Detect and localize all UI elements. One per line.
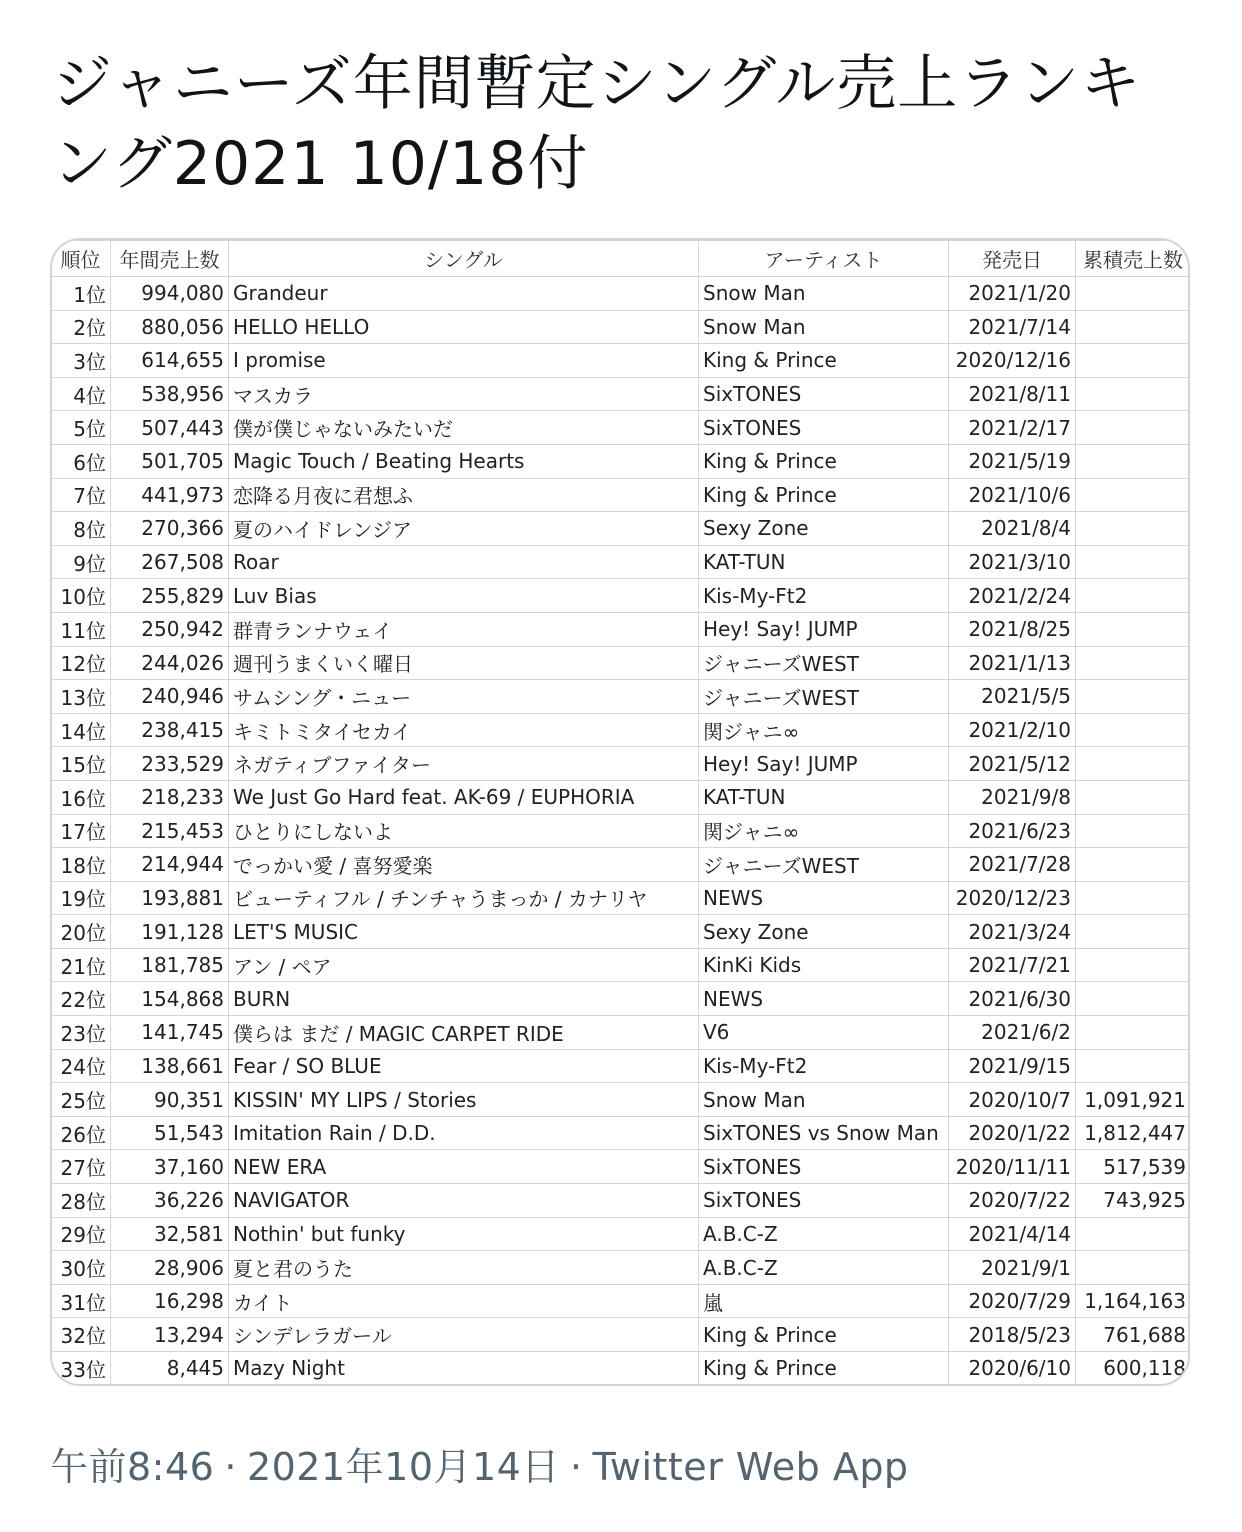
single-title-cell: 僕が僕じゃないみたいだ (229, 411, 699, 445)
meta-separator: · (224, 1445, 237, 1489)
artist-cell: SixTONES (699, 1184, 949, 1218)
rank-cell: 32位 (51, 1318, 111, 1352)
cumulative-sales-cell (1076, 646, 1191, 680)
single-title-cell: LET'S MUSIC (229, 915, 699, 949)
artist-cell: SixTONES (699, 411, 949, 445)
annual-sales-cell: 250,942 (111, 612, 229, 646)
cumulative-sales-cell (1076, 881, 1191, 915)
cumulative-sales-cell (1076, 915, 1191, 949)
cumulative-sales-cell (1076, 1251, 1191, 1285)
single-title-cell: 夏のハイドレンジア (229, 512, 699, 546)
tweet-time[interactable]: 午前8:46 (50, 1445, 215, 1489)
annual-sales-cell: 214,944 (111, 848, 229, 882)
table-row (51, 344, 1191, 378)
rank-cell: 27位 (51, 1150, 111, 1184)
table-row (51, 612, 1191, 646)
table-row (51, 444, 1191, 478)
annual-sales-cell: 51,543 (111, 1116, 229, 1150)
artist-cell: A.B.C-Z (699, 1251, 949, 1285)
cumulative-sales-cell (1076, 310, 1191, 344)
cumulative-sales-cell (1076, 1049, 1191, 1083)
cumulative-sales-cell (1076, 545, 1191, 579)
annual-sales-cell: 28,906 (111, 1251, 229, 1285)
release-date-cell: 2021/3/24 (949, 915, 1076, 949)
single-title-cell: I promise (229, 344, 699, 378)
table-row (51, 1049, 1191, 1083)
table-row (51, 411, 1191, 445)
tweet-meta (50, 1436, 909, 1491)
artist-cell: Hey! Say! JUMP (699, 747, 949, 781)
table-row (51, 579, 1191, 613)
cumulative-sales-cell: 1,812,447 (1076, 1116, 1191, 1150)
annual-sales-cell: 154,868 (111, 982, 229, 1016)
header-rank: 順位 (51, 241, 111, 277)
table-row (51, 747, 1191, 781)
table-row (51, 277, 1191, 311)
rank-cell: 20位 (51, 915, 111, 949)
release-date-cell: 2020/12/23 (949, 881, 1076, 915)
rank-cell: 23位 (51, 1016, 111, 1050)
single-title-cell: サムシング・ニュー (229, 680, 699, 714)
release-date-cell: 2021/8/25 (949, 612, 1076, 646)
rank-cell: 14位 (51, 713, 111, 747)
cumulative-sales-cell (1076, 411, 1191, 445)
single-title-cell: Magic Touch / Beating Hearts (229, 444, 699, 478)
table-row (51, 646, 1191, 680)
annual-sales-cell: 501,705 (111, 444, 229, 478)
table-row (51, 814, 1191, 848)
annual-sales-cell: 267,508 (111, 545, 229, 579)
single-title-cell: Grandeur (229, 277, 699, 311)
header-release-date: 発売日 (949, 241, 1076, 277)
annual-sales-cell: 141,745 (111, 1016, 229, 1050)
annual-sales-cell: 238,415 (111, 713, 229, 747)
rank-cell: 11位 (51, 612, 111, 646)
rank-cell: 10位 (51, 579, 111, 613)
cumulative-sales-cell: 600,118 (1076, 1352, 1191, 1386)
artist-cell: King & Prince (699, 478, 949, 512)
cumulative-sales-cell (1076, 1217, 1191, 1251)
tweet-date[interactable]: 2021年10月14日 (246, 1445, 560, 1489)
release-date-cell: 2020/10/7 (949, 1083, 1076, 1117)
single-title-cell: でっかい愛 / 喜努愛楽 (229, 848, 699, 882)
rank-cell: 19位 (51, 881, 111, 915)
release-date-cell: 2020/7/29 (949, 1284, 1076, 1318)
single-title-cell: Fear / SO BLUE (229, 1049, 699, 1083)
header-artist: アーティスト (699, 241, 949, 277)
rank-cell: 1位 (51, 277, 111, 311)
release-date-cell: 2021/7/28 (949, 848, 1076, 882)
release-date-cell: 2021/1/20 (949, 277, 1076, 311)
artist-cell: SixTONES vs Snow Man (699, 1116, 949, 1150)
artist-cell: Kis-My-Ft2 (699, 1049, 949, 1083)
artist-cell: King & Prince (699, 1352, 949, 1386)
annual-sales-cell: 193,881 (111, 881, 229, 915)
artist-cell: ジャニーズWEST (699, 848, 949, 882)
table-row (51, 1184, 1191, 1218)
artist-cell: ジャニーズWEST (699, 646, 949, 680)
rank-cell: 28位 (51, 1184, 111, 1218)
annual-sales-cell: 270,366 (111, 512, 229, 546)
annual-sales-cell: 507,443 (111, 411, 229, 445)
release-date-cell: 2021/8/4 (949, 512, 1076, 546)
single-title-cell: ネガティブファイター (229, 747, 699, 781)
rank-cell: 33位 (51, 1352, 111, 1386)
cumulative-sales-cell (1076, 948, 1191, 982)
single-title-cell: KISSIN' MY LIPS / Stories (229, 1083, 699, 1117)
release-date-cell: 2021/2/17 (949, 411, 1076, 445)
ranking-table (50, 240, 1190, 1386)
rank-cell: 16位 (51, 780, 111, 814)
tweet-image[interactable] (50, 238, 1190, 1386)
table-row (51, 948, 1191, 982)
artist-cell: King & Prince (699, 444, 949, 478)
annual-sales-cell: 994,080 (111, 277, 229, 311)
artist-cell: 関ジャニ∞ (699, 713, 949, 747)
ranking-body (51, 277, 1191, 1386)
release-date-cell: 2021/2/10 (949, 713, 1076, 747)
release-date-cell: 2021/5/12 (949, 747, 1076, 781)
artist-cell: A.B.C-Z (699, 1217, 949, 1251)
single-title-cell: 夏と君のうた (229, 1251, 699, 1285)
annual-sales-cell: 36,226 (111, 1184, 229, 1218)
table-row (51, 1116, 1191, 1150)
cumulative-sales-cell: 1,091,921 (1076, 1083, 1191, 1117)
rank-cell: 6位 (51, 444, 111, 478)
artist-cell: Sexy Zone (699, 915, 949, 949)
rank-cell: 17位 (51, 814, 111, 848)
cumulative-sales-cell (1076, 814, 1191, 848)
release-date-cell: 2020/6/10 (949, 1352, 1076, 1386)
single-title-cell: Nothin' but funky (229, 1217, 699, 1251)
artist-cell: ジャニーズWEST (699, 680, 949, 714)
cumulative-sales-cell (1076, 982, 1191, 1016)
annual-sales-cell: 32,581 (111, 1217, 229, 1251)
release-date-cell: 2021/4/14 (949, 1217, 1076, 1251)
release-date-cell: 2021/9/15 (949, 1049, 1076, 1083)
release-date-cell: 2021/7/14 (949, 310, 1076, 344)
rank-cell: 21位 (51, 948, 111, 982)
rank-cell: 2位 (51, 310, 111, 344)
rank-cell: 15位 (51, 747, 111, 781)
single-title-cell: 恋降る月夜に君想ふ (229, 478, 699, 512)
release-date-cell: 2020/1/22 (949, 1116, 1076, 1150)
rank-cell: 18位 (51, 848, 111, 882)
single-title-cell: シンデレラガール (229, 1318, 699, 1352)
rank-cell: 4位 (51, 377, 111, 411)
table-row (51, 478, 1191, 512)
artist-cell: Snow Man (699, 1083, 949, 1117)
table-row (51, 915, 1191, 949)
single-title-cell: Imitation Rain / D.D. (229, 1116, 699, 1150)
table-row (51, 1251, 1191, 1285)
table-row (51, 377, 1191, 411)
cumulative-sales-cell (1076, 680, 1191, 714)
artist-cell: Snow Man (699, 310, 949, 344)
artist-cell: SixTONES (699, 377, 949, 411)
cumulative-sales-cell (1076, 579, 1191, 613)
release-date-cell: 2020/12/16 (949, 344, 1076, 378)
annual-sales-cell: 240,946 (111, 680, 229, 714)
rank-cell: 8位 (51, 512, 111, 546)
table-row (51, 1217, 1191, 1251)
single-title-cell: NEW ERA (229, 1150, 699, 1184)
rank-cell: 30位 (51, 1251, 111, 1285)
table-row (51, 1150, 1191, 1184)
artist-cell: King & Prince (699, 344, 949, 378)
artist-cell: KAT-TUN (699, 780, 949, 814)
table-row (51, 982, 1191, 1016)
single-title-cell: アン / ペア (229, 948, 699, 982)
table-header-row (51, 241, 1191, 277)
rank-cell: 12位 (51, 646, 111, 680)
artist-cell: SixTONES (699, 1150, 949, 1184)
artist-cell: NEWS (699, 881, 949, 915)
table-row (51, 780, 1191, 814)
header-annual-sales: 年間売上数 (111, 241, 229, 277)
release-date-cell: 2021/9/1 (949, 1251, 1076, 1285)
release-date-cell: 2021/5/19 (949, 444, 1076, 478)
annual-sales-cell: 8,445 (111, 1352, 229, 1386)
table-row (51, 1284, 1191, 1318)
artist-cell: Sexy Zone (699, 512, 949, 546)
artist-cell: Snow Man (699, 277, 949, 311)
rank-cell: 7位 (51, 478, 111, 512)
artist-cell: 嵐 (699, 1284, 949, 1318)
annual-sales-cell: 13,294 (111, 1318, 229, 1352)
rank-cell: 24位 (51, 1049, 111, 1083)
artist-cell: Kis-My-Ft2 (699, 579, 949, 613)
annual-sales-cell: 37,160 (111, 1150, 229, 1184)
cumulative-sales-cell (1076, 747, 1191, 781)
single-title-cell: 僕らは まだ / MAGIC CARPET RIDE (229, 1016, 699, 1050)
cumulative-sales-cell (1076, 377, 1191, 411)
meta-separator: · (569, 1445, 583, 1489)
release-date-cell: 2021/10/6 (949, 478, 1076, 512)
rank-cell: 9位 (51, 545, 111, 579)
tweet-source[interactable]: Twitter Web App (592, 1445, 909, 1489)
rank-cell: 25位 (51, 1083, 111, 1117)
table-row (51, 512, 1191, 546)
single-title-cell: Roar (229, 545, 699, 579)
release-date-cell: 2020/11/11 (949, 1150, 1076, 1184)
annual-sales-cell: 233,529 (111, 747, 229, 781)
single-title-cell: 週刊うまくいく曜日 (229, 646, 699, 680)
table-row (51, 1352, 1191, 1386)
artist-cell: NEWS (699, 982, 949, 1016)
rank-cell: 29位 (51, 1217, 111, 1251)
single-title-cell: 群青ランナウェイ (229, 612, 699, 646)
table-row (51, 545, 1191, 579)
cumulative-sales-cell: 517,539 (1076, 1150, 1191, 1184)
single-title-cell: Mazy Night (229, 1352, 699, 1386)
annual-sales-cell: 538,956 (111, 377, 229, 411)
annual-sales-cell: 218,233 (111, 780, 229, 814)
table-row (51, 848, 1191, 882)
rank-cell: 13位 (51, 680, 111, 714)
release-date-cell: 2021/8/11 (949, 377, 1076, 411)
artist-cell: KinKi Kids (699, 948, 949, 982)
table-row (51, 1083, 1191, 1117)
cumulative-sales-cell (1076, 713, 1191, 747)
single-title-cell: キミトミタイセカイ (229, 713, 699, 747)
rank-cell: 26位 (51, 1116, 111, 1150)
annual-sales-cell: 90,351 (111, 1083, 229, 1117)
single-title-cell: ひとりにしないよ (229, 814, 699, 848)
rank-cell: 5位 (51, 411, 111, 445)
cumulative-sales-cell (1076, 344, 1191, 378)
annual-sales-cell: 138,661 (111, 1049, 229, 1083)
annual-sales-cell: 191,128 (111, 915, 229, 949)
annual-sales-cell: 181,785 (111, 948, 229, 982)
single-title-cell: Luv Bias (229, 579, 699, 613)
table-row (51, 1318, 1191, 1352)
release-date-cell: 2021/1/13 (949, 646, 1076, 680)
cumulative-sales-cell: 1,164,163 (1076, 1284, 1191, 1318)
header-cumulative-sales: 累積売上数 (1076, 241, 1191, 277)
table-row (51, 310, 1191, 344)
table-row (51, 1016, 1191, 1050)
table-row (51, 680, 1191, 714)
rank-cell: 3位 (51, 344, 111, 378)
release-date-cell: 2021/2/24 (949, 579, 1076, 613)
cumulative-sales-cell (1076, 848, 1191, 882)
single-title-cell: We Just Go Hard feat. AK-69 / EUPHORIA (229, 780, 699, 814)
annual-sales-cell: 244,026 (111, 646, 229, 680)
table-row (51, 881, 1191, 915)
release-date-cell: 2021/6/23 (949, 814, 1076, 848)
cumulative-sales-cell: 761,688 (1076, 1318, 1191, 1352)
cumulative-sales-cell (1076, 444, 1191, 478)
release-date-cell: 2020/7/22 (949, 1184, 1076, 1218)
release-date-cell: 2018/5/23 (949, 1318, 1076, 1352)
single-title-cell: カイト (229, 1284, 699, 1318)
artist-cell: KAT-TUN (699, 545, 949, 579)
header-single: シングル (229, 241, 699, 277)
annual-sales-cell: 215,453 (111, 814, 229, 848)
rank-cell: 31位 (51, 1284, 111, 1318)
single-title-cell: ビューティフル / チンチャうまっか / カナリヤ (229, 881, 699, 915)
cumulative-sales-cell (1076, 277, 1191, 311)
cumulative-sales-cell: 743,925 (1076, 1184, 1191, 1218)
artist-cell: 関ジャニ∞ (699, 814, 949, 848)
cumulative-sales-cell (1076, 780, 1191, 814)
single-title-cell: マスカラ (229, 377, 699, 411)
single-title-cell: BURN (229, 982, 699, 1016)
cumulative-sales-cell (1076, 512, 1191, 546)
release-date-cell: 2021/6/2 (949, 1016, 1076, 1050)
cumulative-sales-cell (1076, 478, 1191, 512)
cumulative-sales-cell (1076, 612, 1191, 646)
annual-sales-cell: 614,655 (111, 344, 229, 378)
release-date-cell: 2021/3/10 (949, 545, 1076, 579)
artist-cell: King & Prince (699, 1318, 949, 1352)
artist-cell: Hey! Say! JUMP (699, 612, 949, 646)
single-title-cell: HELLO HELLO (229, 310, 699, 344)
annual-sales-cell: 880,056 (111, 310, 229, 344)
release-date-cell: 2021/6/30 (949, 982, 1076, 1016)
release-date-cell: 2021/7/21 (949, 948, 1076, 982)
release-date-cell: 2021/5/5 (949, 680, 1076, 714)
rank-cell: 22位 (51, 982, 111, 1016)
tweet-text: ジャニーズ年間暫定シングル売上ランキング2021 10/18付 (52, 49, 1142, 199)
table-row (51, 713, 1191, 747)
annual-sales-cell: 255,829 (111, 579, 229, 613)
release-date-cell: 2021/9/8 (949, 780, 1076, 814)
single-title-cell: NAVIGATOR (229, 1184, 699, 1218)
artist-cell: V6 (699, 1016, 949, 1050)
annual-sales-cell: 441,973 (111, 478, 229, 512)
cumulative-sales-cell (1076, 1016, 1191, 1050)
annual-sales-cell: 16,298 (111, 1284, 229, 1318)
